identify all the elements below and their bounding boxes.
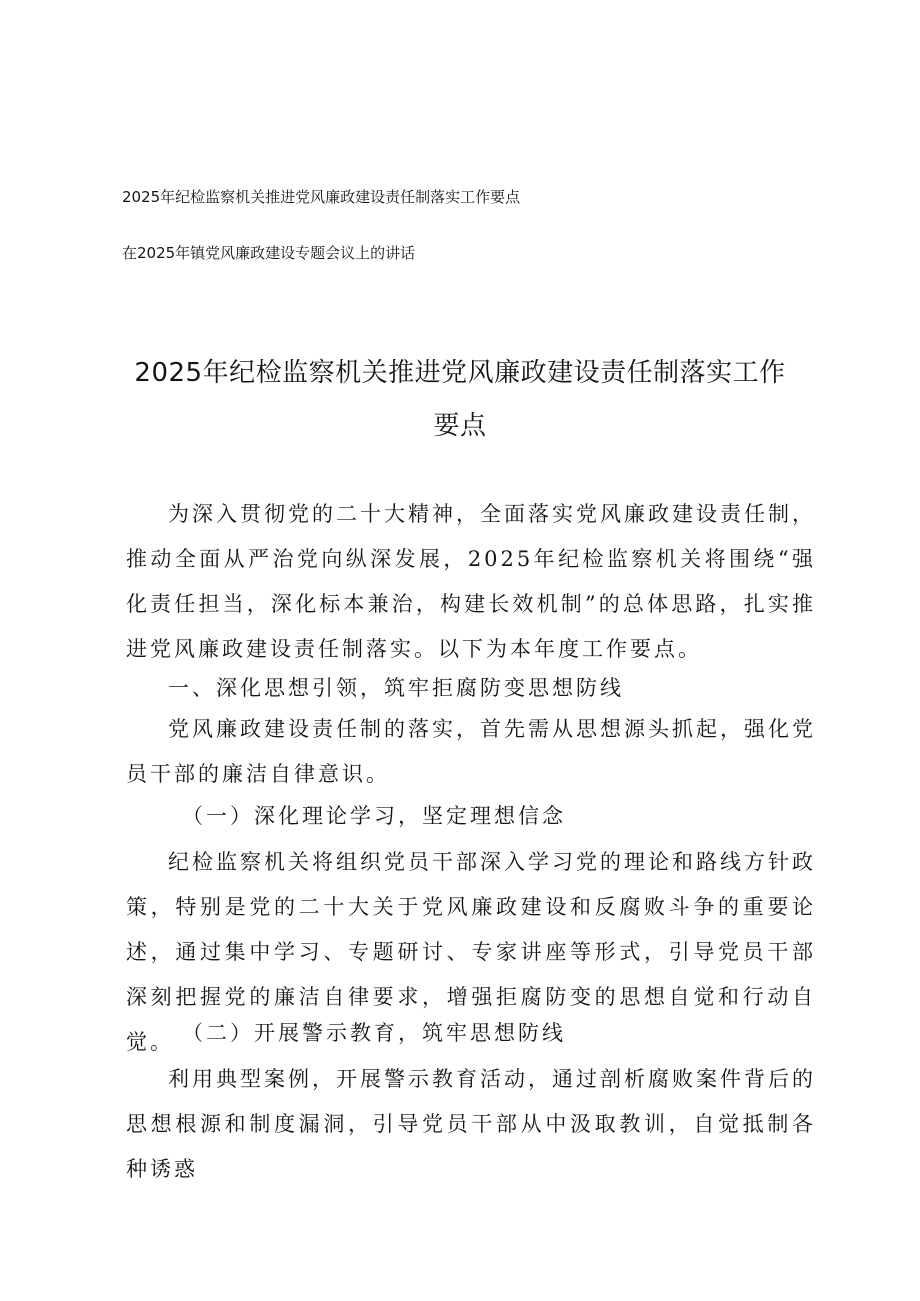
- document-title-line-1: 2025年纪检监察机关推进党风廉政建设责任制落实工作: [134, 358, 786, 388]
- section-1-text: 党风廉政建设责任制的落实，首先需从思想源头抓起，强化党员干部的廉洁自律意识。: [126, 717, 816, 786]
- toc-item-2: 在2025年镇党风廉政建设专题会议上的讲话: [122, 244, 416, 262]
- intro-paragraph: [126, 492, 816, 672]
- subsection-1-heading: （一）深化理论学习，坚定理想信念: [182, 804, 566, 828]
- toc-item-1: 2025年纪检监察机关推进党风廉政建设责任制落实工作要点: [122, 188, 521, 206]
- subsection-2-text: 利用典型案例，开展警示教育活动，通过剖析腐败案件背后的思想根源和制度漏洞，引导党员干部从中汲取教训，自觉抵制各种诱惑: [126, 1067, 816, 1181]
- subsection-2-heading: （二）开展警示教育，筑牢思想防线: [182, 1021, 566, 1045]
- intro-text: 为深入贯彻党的二十大精神，全面落实党风廉政建设责任制，推动全面从严治党向纵深发展，2025年纪检监察机关将围绕“强化责任担当，深化标本兼治，构建长效机制”的总体思路，扎实推进党风廉政建设责任制落实。以下为本年度工作要点。: [126, 502, 816, 661]
- subsection-1-text: 纪检监察机关将组织党员干部深入学习党的理论和路线方针政策，特别是党的二十大关于党风廉政建设和反腐败斗争的重要论述，通过集中学习、专题研讨、专家讲座等形式，引导党员干部深刻把握党的廉洁自律要求，增强拒腐防变的思想自觉和行动自觉。: [126, 850, 816, 1054]
- section-1-heading: 一、深化思想引领，筑牢拒腐防变思想防线: [168, 676, 624, 700]
- section-1-paragraph: [126, 707, 816, 797]
- document-title-line-2: 要点: [433, 411, 487, 441]
- subsection-2-paragraph: [126, 1057, 816, 1192]
